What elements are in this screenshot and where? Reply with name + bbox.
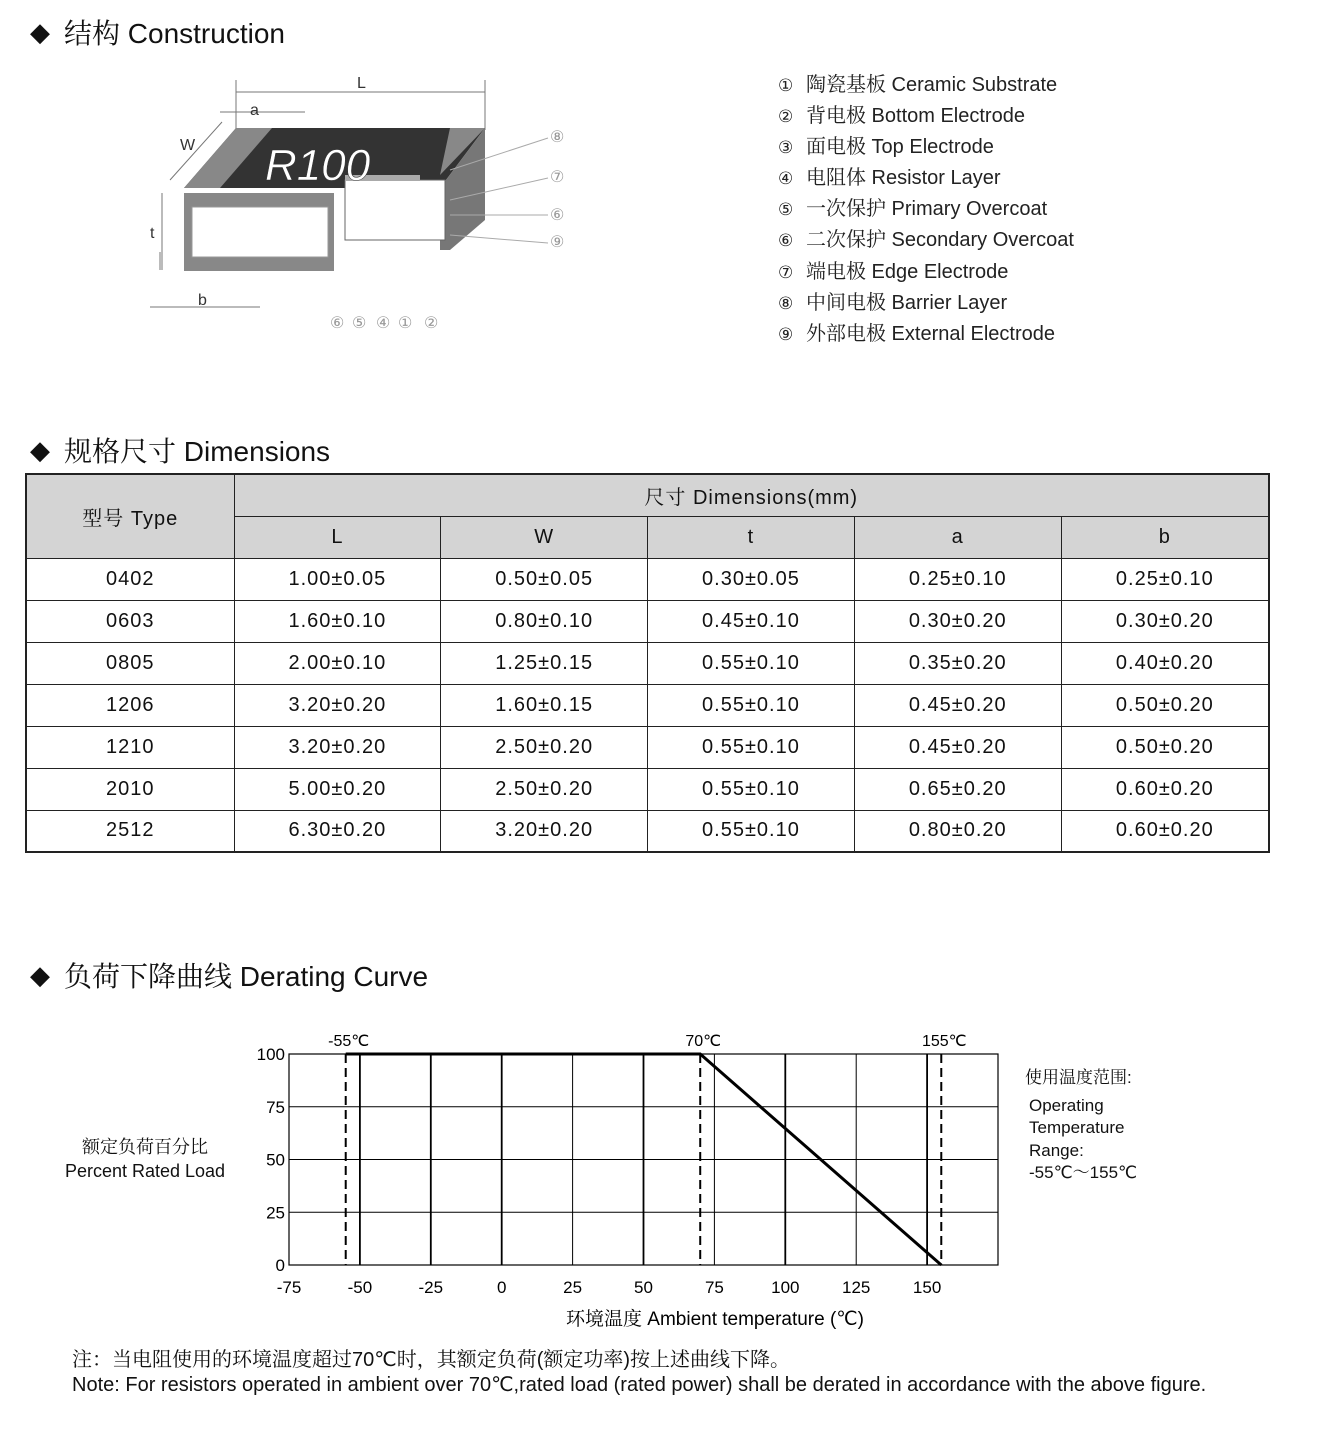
svg-text:⑥: ⑥ [330, 315, 345, 332]
dimensions-group-header: 尺寸 Dimensions(mm) [234, 474, 1269, 516]
dimension-cell: 0.80±0.10 [441, 600, 648, 642]
x-tick-label: 125 [842, 1278, 871, 1297]
op-line: Temperature [1029, 1118, 1125, 1137]
legend-number: ② [778, 107, 794, 127]
legend-number: ④ [778, 169, 794, 189]
svg-text:①: ① [398, 315, 413, 332]
y-label-cn: 额定负荷百分比 [82, 1137, 208, 1157]
marker-label: 155℃ [921, 1033, 967, 1050]
y-label-en: Percent Rated Load [64, 1161, 226, 1181]
legend-label: 端电极 Edge Electrode [806, 260, 1009, 283]
svg-text:②: ② [424, 315, 439, 332]
dimension-cell: 0.40±0.20 [1061, 642, 1269, 684]
dimension-cell: 0.50±0.20 [1061, 684, 1269, 726]
op-title: 使用温度范围: [1025, 1068, 1132, 1087]
dimension-cell: 0.50±0.20 [1061, 726, 1269, 768]
dimension-cell: 0.80±0.20 [854, 810, 1061, 852]
legend-number: ⑨ [778, 324, 794, 344]
type-cell: 2512 [26, 810, 234, 852]
y-tick-label: 100 [256, 1045, 285, 1064]
section-title: 结构 Construction [64, 18, 285, 49]
note [72, 1348, 1252, 1398]
operating-range [1025, 1067, 1137, 1185]
svg-text:b: b [198, 292, 207, 309]
op-line: -55℃～155℃ [1029, 1163, 1138, 1182]
marker-label: -55℃ [328, 1033, 370, 1050]
diamond-icon: ◆ [30, 959, 50, 990]
svg-text:⑧: ⑧ [550, 129, 565, 146]
type-header: 型号 Type [26, 474, 234, 558]
svg-text:t: t [150, 225, 155, 242]
dimension-cell: 0.30±0.05 [648, 558, 855, 600]
x-tick-label: 25 [563, 1278, 583, 1297]
column-header: W [441, 516, 648, 558]
dimension-cell: 0.60±0.20 [1061, 810, 1269, 852]
dimension-cell: 3.20±0.20 [234, 726, 441, 768]
svg-text:⑤: ⑤ [352, 315, 367, 332]
legend-label: 陶瓷基板 Ceramic Substrate [806, 74, 1058, 96]
op-line: Operating [1029, 1095, 1104, 1115]
dimension-cell: 0.65±0.20 [854, 768, 1061, 810]
dimension-cell: 0.55±0.10 [648, 684, 855, 726]
type-cell: 0805 [26, 642, 234, 684]
dimension-cell: 0.55±0.10 [648, 642, 855, 684]
dimension-cell: 0.45±0.20 [854, 684, 1061, 726]
dimension-cell: 0.50±0.05 [441, 558, 648, 600]
type-cell: 1206 [26, 684, 234, 726]
dimension-cell: 0.45±0.20 [854, 726, 1061, 768]
dimension-cell: 0.55±0.10 [648, 726, 855, 768]
column-header: L [234, 516, 441, 558]
svg-text:L: L [357, 75, 366, 92]
dimension-cell: 2.50±0.20 [441, 768, 648, 810]
legend-label: 外部电极 External Electrode [806, 322, 1055, 345]
svg-text:⑦: ⑦ [550, 169, 565, 186]
x-tick-label: 75 [704, 1278, 724, 1297]
x-axis-label: 环境温度 Ambient temperature (℃) [566, 1309, 864, 1330]
marker-label: 70℃ [685, 1033, 722, 1050]
dimension-cell: 0.35±0.20 [854, 642, 1061, 684]
legend-label: 二次保护 Secondary Overcoat [806, 229, 1074, 252]
legend-label: 一次保护 Primary Overcoat [806, 198, 1048, 221]
note-en: Note: For resistors operated in ambient over 70℃,rated load (rated power) shall be derated in accordance with the above figure. [72, 1374, 1207, 1396]
legend-number: ⑧ [778, 293, 794, 313]
svg-text:W: W [180, 137, 196, 154]
x-tick-label: -75 [276, 1278, 302, 1297]
dimension-cell: 5.00±0.20 [234, 768, 441, 810]
svg-text:a: a [250, 102, 259, 119]
type-cell: 0603 [26, 600, 234, 642]
dimension-cell: 3.20±0.20 [234, 684, 441, 726]
legend-label: 背电极 Bottom Electrode [806, 105, 1025, 128]
type-cell: 0402 [26, 558, 234, 600]
dimension-cell: 0.60±0.20 [1061, 768, 1269, 810]
dimension-cell: 0.45±0.10 [648, 600, 855, 642]
section-title: 规格尺寸 Dimensions [64, 436, 331, 467]
legend-label: 电阻体 Resistor Layer [806, 167, 1001, 190]
dimension-cell: 1.60±0.10 [234, 600, 441, 642]
dimension-cell: 0.30±0.20 [854, 600, 1061, 642]
y-tick-label: 75 [266, 1097, 285, 1117]
dimension-cell: 1.25±0.15 [441, 642, 648, 684]
column-header: a [854, 516, 1061, 558]
marking-text: R100 [265, 141, 371, 190]
legend-number: ⑦ [778, 262, 794, 282]
y-tick-label: 50 [266, 1150, 285, 1170]
x-tick-label: 150 [912, 1278, 942, 1297]
dimension-cell: 6.30±0.20 [234, 810, 441, 852]
op-line: Range: [1029, 1140, 1084, 1160]
x-tick-label: -25 [418, 1278, 444, 1297]
dimension-cell: 0.55±0.10 [648, 810, 855, 852]
column-header: b [1061, 516, 1269, 558]
dimension-cell: 0.25±0.10 [854, 558, 1061, 600]
column-header: t [648, 516, 855, 558]
note-cn: 注：当电阻使用的环境温度超过70℃时，其额定负荷(额定功率)按上述曲线下降。 [72, 1349, 791, 1371]
dimension-cell: 2.00±0.10 [234, 642, 441, 684]
section-title: 负荷下降曲线 Derating Curve [64, 961, 429, 992]
dimension-cell: 2.50±0.20 [441, 726, 648, 768]
diamond-icon: ◆ [30, 434, 50, 465]
legend-number: ① [778, 76, 794, 95]
diamond-icon: ◆ [30, 16, 50, 47]
dimension-cell: 3.20±0.20 [441, 810, 648, 852]
dimension-cell: 0.30±0.20 [1061, 600, 1269, 642]
dimension-cell: 1.60±0.15 [441, 684, 648, 726]
svg-text:⑨: ⑨ [550, 234, 565, 251]
legend-number: ⑥ [778, 231, 794, 251]
legend-label: 面电极 Top Electrode [806, 136, 994, 159]
x-tick-label: 50 [634, 1278, 653, 1297]
x-tick-label: -50 [347, 1278, 373, 1297]
legend-number: ⑤ [778, 200, 794, 220]
x-tick-label: 100 [771, 1278, 800, 1297]
legend-number: ③ [778, 138, 794, 158]
y-tick-label: 25 [266, 1203, 285, 1223]
dimension-cell: 1.00±0.05 [234, 558, 441, 600]
dimension-cell: 0.25±0.10 [1061, 558, 1269, 600]
svg-text:④: ④ [376, 315, 391, 332]
svg-text:⑥: ⑥ [550, 207, 565, 224]
y-tick-label: 0 [275, 1256, 285, 1275]
dimension-cell: 0.55±0.10 [648, 768, 855, 810]
type-cell: 1210 [26, 726, 234, 768]
type-cell: 2010 [26, 768, 234, 810]
x-tick-label: 0 [496, 1278, 507, 1297]
legend-label: 中间电极 Barrier Layer [806, 291, 1008, 314]
